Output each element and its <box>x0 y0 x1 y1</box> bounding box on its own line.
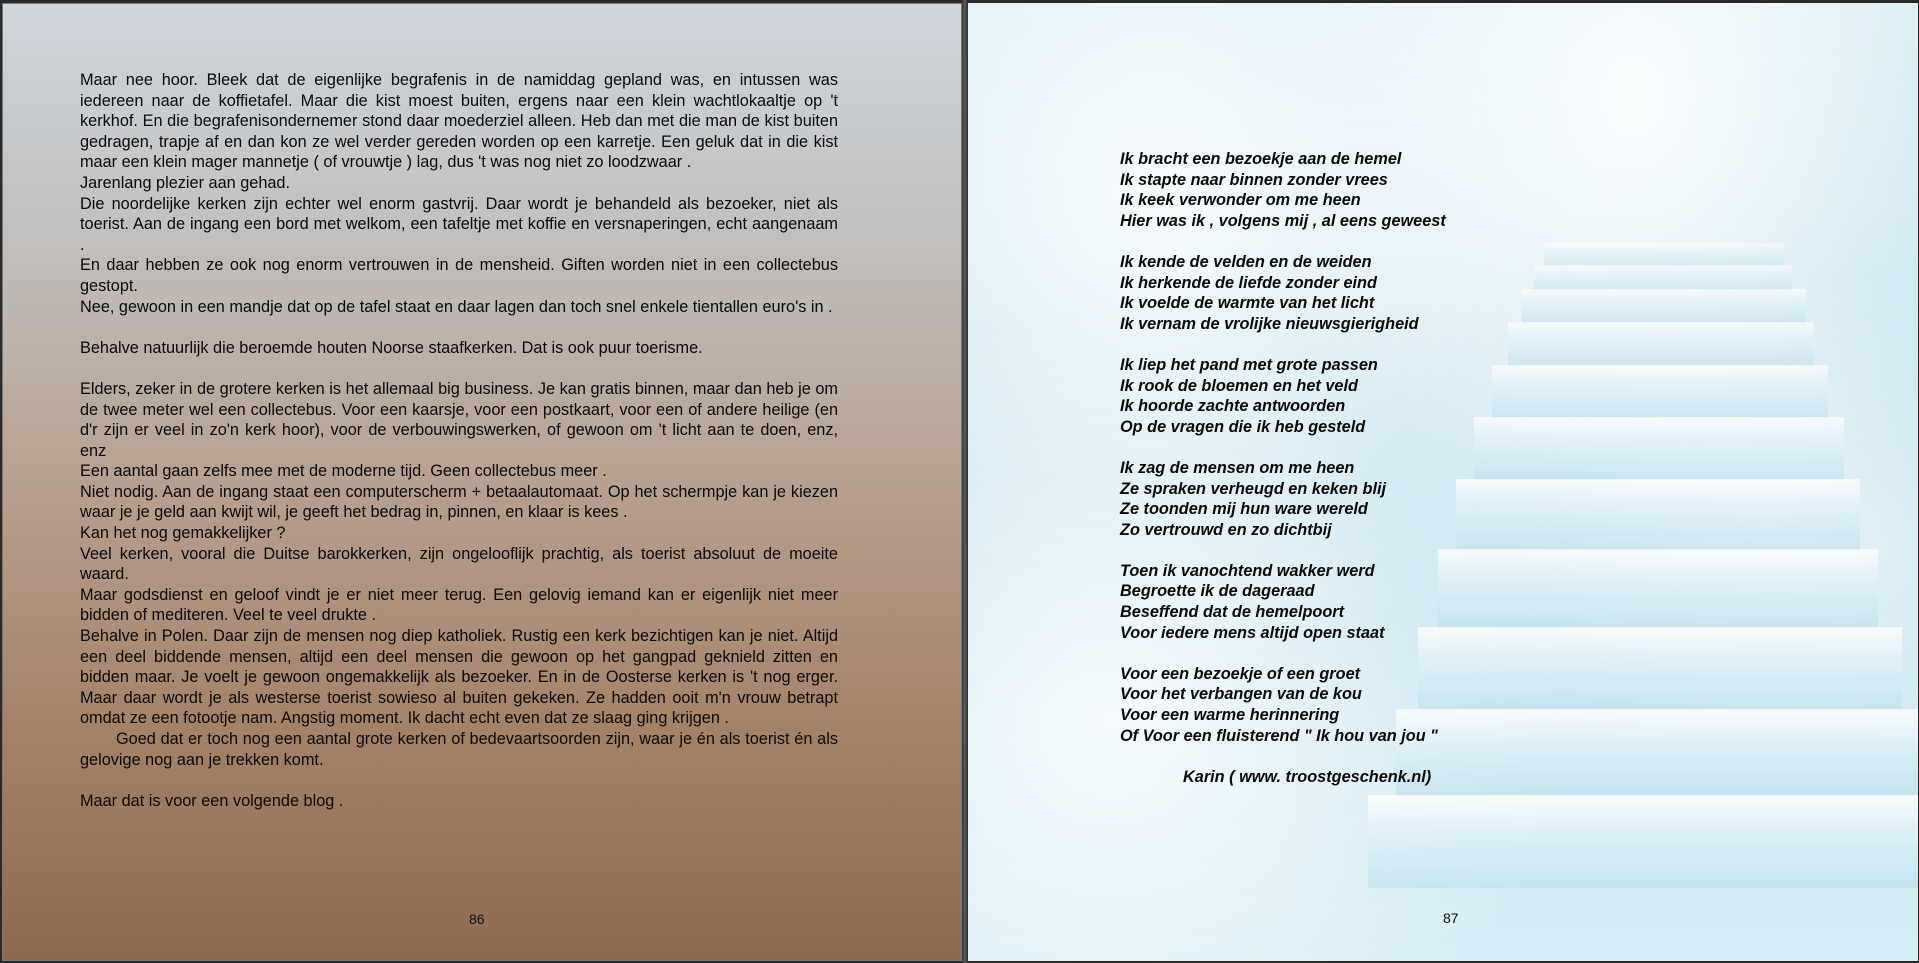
poem-line: Ik kende de velden en de weiden <box>1120 252 1372 271</box>
paragraph: Jarenlang plezier aan gehad. <box>80 173 291 192</box>
poem-line: Ik herkende de liefde zonder eind <box>1120 273 1377 292</box>
paragraph: Elders, zeker in de grotere kerken is het allemaal big business. Je kan gratis binnen, maar dan heb je om de twee meter wel een collectebus. Voor een kaarsje, voor een postkaart, voor een of andere heilige (en d'r zijn er veel in zo'n kerk hoor), voor de verbouwingswerken, of gewoon om 't licht aan te doen, enz, enz <box>80 379 838 460</box>
paragraph: Een aantal gaan zelfs mee met de moderne tijd. Geen collectebus meer . <box>80 462 607 481</box>
poem-stanza <box>1120 252 1640 334</box>
poem-line: Hier was ik , volgens mij , al eens geweest <box>1120 211 1446 230</box>
poem-line: Of Voor een fluisterend " Ik hou van jou " <box>1120 726 1438 745</box>
poem-line: Ik vernam de vrolijke nieuwsgierigheid <box>1120 314 1419 333</box>
paragraph: Veel kerken, vooral die Duitse barokkerken, zijn ongelooflijk prachtig, als toerist absoluut de moeite waard. <box>80 544 838 584</box>
poem-signature: Karin ( www. troostgeschenk.nl) <box>1183 767 1432 786</box>
stair-step <box>1368 795 1918 888</box>
paragraph: Nee, gewoon in een mandje dat op de tafel staat en daar lagen dan toch snel enkele tientallen euro's in . <box>80 297 833 316</box>
paragraph: Goed dat er toch nog een aantal grote kerken of bedevaartsoorden zijn, waar je én als toerist én als gelovige nog aan je trekken komt. <box>80 730 838 769</box>
poem-line: Op de vragen die ik heb gesteld <box>1120 417 1366 436</box>
poem-stanza <box>1120 355 1640 437</box>
poem <box>1120 149 1640 787</box>
poem-line: Begroette ik de dageraad <box>1120 582 1315 601</box>
poem-stanza <box>1120 664 1640 746</box>
page-number: 87 <box>1443 910 1459 926</box>
poem-line: Ik bracht een bezoekje aan de hemel <box>1120 150 1402 168</box>
poem-line: Ik hoorde zachte antwoorden <box>1120 397 1346 416</box>
paragraph: Maar godsdienst en geloof vindt je er niet meer terug. Een gelovig iemand kan er eigenlijk niet meer bidden of mediteren. Veel te veel drukte . <box>80 585 838 625</box>
poem-line: Toen ik vanochtend wakker werd <box>1120 561 1375 580</box>
paragraph-spacer <box>80 358 838 379</box>
paragraph-spacer <box>80 770 838 791</box>
poem-line: Ik liep het pand met grote passen <box>1120 355 1378 374</box>
paragraph: Maar nee hoor. Bleek dat de eigenlijke begrafenis in de namiddag gepland was, en intussen was iedereen naar de koffietafel. Maar die kist moest buiten, ergens naar een klein wachtlokaaltje op 't kerkhof. En die begrafenisondernemer stond daar moederziel alleen. Heb dan met die man de kist buiten gedragen, trapje af en dan kon ze wel verder gereden worden op een karretje. Een geluk dat in die kist maar een klein mager mannetje ( of vrouwtje ) lag, dus 't was nog niet zo loodzwaar . <box>80 71 838 172</box>
poem-line: Ik zag de mensen om me heen <box>1120 458 1355 477</box>
paragraph: Behalve in Polen. Daar zijn de mensen nog diep katholiek. Rustig een kerk bezichtigen kan je niet. Altijd een deel biddende mensen, altijd een deel mensen die gewoon op het gangpad geknield zitten en bidden maar. Je voelt je gewoon ongemakkelijk als bezoeker. En in de Oosterse kerken is 't nog erger. Maar daar wordt je als westerse toerist sowieso al buiten gekeken. Ze hadden ooit m'n vrouw betrapt omdat ze een fotootje nam. Angstig moment. Ik dacht echt even dat ze slaag ging krijgen . <box>80 627 838 728</box>
paragraph: Behalve natuurlijk die beroemde houten Noorse staafkerken. Dat is ook puur toerisme. <box>80 338 703 357</box>
paragraph: En daar hebben ze ook nog enorm vertrouwen in de mensheid. Giften worden niet in een collectebus gestopt. <box>80 256 838 295</box>
poem-line: Voor het verbangen van de kou <box>1120 685 1362 704</box>
page-number: 86 <box>469 911 485 927</box>
paragraph: Maar dat is voor een volgende blog . <box>80 791 344 810</box>
poem-line: Ik voelde de warmte van het licht <box>1120 294 1375 313</box>
poem-line: Voor een warme herinnering <box>1120 706 1340 725</box>
poem-line: Ze toonden mij hun ware wereld <box>1120 500 1368 519</box>
poem-stanza <box>1120 561 1640 643</box>
left-page <box>2 3 962 961</box>
right-page <box>968 3 1918 961</box>
paragraph-spacer <box>80 317 838 338</box>
poem-line: Beseffend dat de hemelpoort <box>1120 603 1345 622</box>
poem-line: Ik rook de bloemen en het veld <box>1120 376 1358 395</box>
paragraph: Kan het nog gemakkelijker ? <box>80 524 286 543</box>
poem-line: Zo vertrouwd en zo dichtbij <box>1120 520 1332 539</box>
paragraph: Niet nodig. Aan de ingang staat een computerscherm + betaalautomaat. Op het schermpje kan je kiezen waar je je geld aan kwijt wil, je geeft het bedrag in, pinnen, en klaar is kees . <box>80 482 838 522</box>
poem-line: Ik keek verwonder om me heen <box>1120 191 1361 210</box>
blog-text <box>80 70 838 811</box>
poem-line: Voor een bezoekje of een groet <box>1120 664 1361 683</box>
poem-stanza <box>1120 458 1640 540</box>
poem-stanza <box>1120 149 1640 231</box>
paragraph: Die noordelijke kerken zijn echter wel enorm gastvrij. Daar wordt je behandeld als bezoeker, niet als toerist. Aan de ingang een bord met welkom, een tafeltje met koffie en versnaperingen, echt aangenaam . <box>80 194 838 254</box>
poem-line: Ze spraken verheugd en keken blij <box>1120 479 1387 498</box>
poem-line: Ik stapte naar binnen zonder vrees <box>1120 170 1388 189</box>
poem-line: Voor iedere mens altijd open staat <box>1120 623 1385 642</box>
